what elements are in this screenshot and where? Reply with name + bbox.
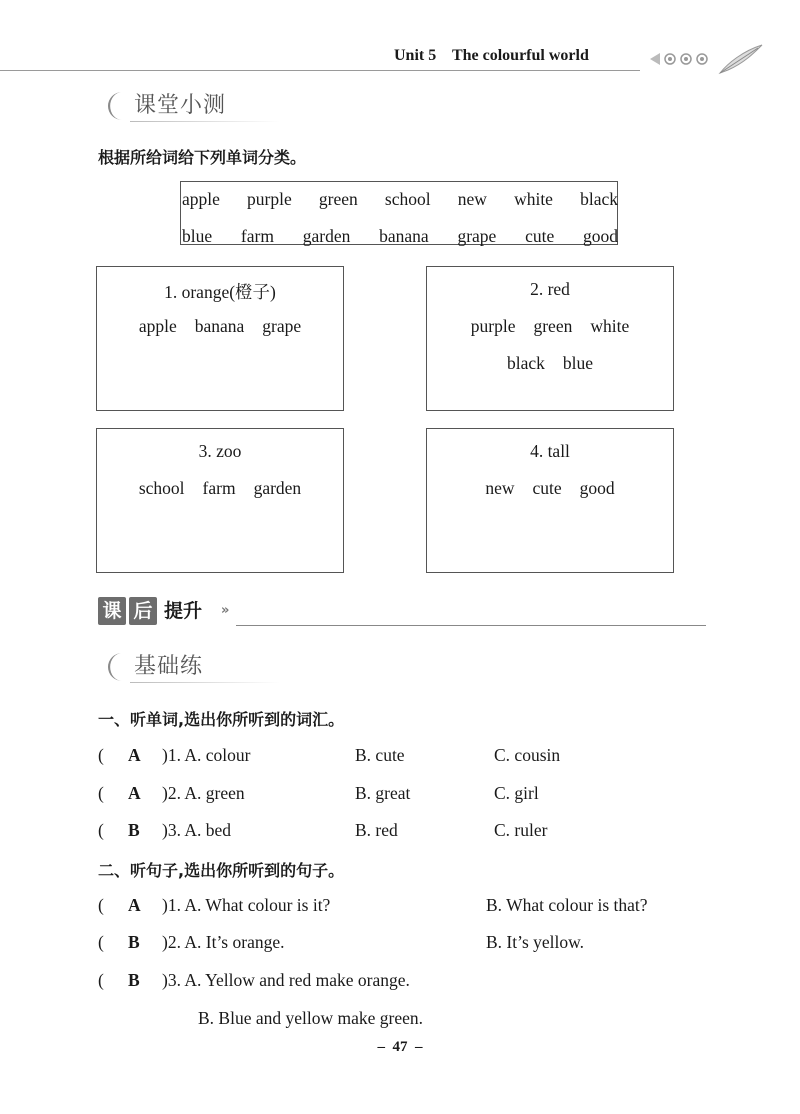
answer-word: garden xyxy=(253,478,302,498)
option-b: B. red xyxy=(355,820,398,840)
category-title: 3. zoo xyxy=(198,441,242,461)
answer-word: grape xyxy=(262,316,302,336)
option-a: )2. A. green xyxy=(162,783,245,803)
feather-decoration-icon xyxy=(648,43,764,77)
instruction-classify: 根据所给词给下列单词分类。 xyxy=(98,148,307,167)
word-bank xyxy=(180,181,618,245)
word-bank-word: cute xyxy=(525,226,555,246)
option-c: C. ruler xyxy=(494,820,548,840)
answer-word: black xyxy=(506,353,545,373)
section-heading-label: 课堂小测 xyxy=(134,93,227,118)
category-answer-line xyxy=(427,478,673,499)
crescent-icon xyxy=(100,651,132,683)
answer-blank[interactable]: A xyxy=(128,745,141,765)
header-rule xyxy=(0,70,640,71)
category-box-red xyxy=(426,266,674,411)
answer-blank[interactable]: B xyxy=(128,970,140,990)
word-bank-word: grape xyxy=(457,226,497,246)
part1-title: 一、听单词,选出你所听到的词汇。 xyxy=(98,710,345,729)
option-a: )3. A. bed xyxy=(162,820,232,840)
word-bank-word: new xyxy=(457,189,487,209)
answer-word: blue xyxy=(562,353,594,373)
heading-underline xyxy=(130,682,280,683)
answer-blank[interactable]: A xyxy=(128,895,141,915)
question-row-continued xyxy=(198,1008,598,1034)
word-bank-word: white xyxy=(514,189,553,209)
banner-tile: 后 xyxy=(129,597,157,625)
word-bank-word: purple xyxy=(247,189,292,209)
answer-word: cute xyxy=(532,478,562,498)
section-heading-basic xyxy=(100,651,300,683)
running-header xyxy=(394,47,589,65)
page-number: – 47 – xyxy=(377,1039,423,1055)
word-bank-word: garden xyxy=(302,226,351,246)
question-row xyxy=(98,783,698,809)
option-b: B. Blue and yellow make green. xyxy=(198,1008,424,1028)
answer-blank[interactable]: B xyxy=(128,820,140,840)
option-b: B. cute xyxy=(355,745,405,765)
answer-word: apple xyxy=(138,316,177,336)
question-row xyxy=(98,745,698,771)
question-row xyxy=(98,970,698,996)
option-b: B. It’s yellow. xyxy=(486,932,585,952)
after-class-banner xyxy=(98,597,708,629)
paren-open: ( xyxy=(98,895,104,915)
word-bank-row xyxy=(181,226,619,247)
crescent-icon xyxy=(100,90,132,122)
question-row xyxy=(98,895,698,921)
word-bank-row xyxy=(181,189,619,210)
paren-open: ( xyxy=(98,745,104,765)
option-a: )1. A. What colour is it? xyxy=(162,895,331,915)
word-bank-word: green xyxy=(318,189,358,209)
word-bank-word: black xyxy=(580,189,618,209)
category-answer-line xyxy=(97,316,343,337)
unit-title: The colourful world xyxy=(451,47,589,64)
unit-label: Unit 5 xyxy=(394,47,437,64)
word-bank-word: farm xyxy=(240,226,274,246)
heading-underline xyxy=(130,121,280,122)
answer-word: school xyxy=(138,478,185,498)
answer-word: purple xyxy=(470,316,516,336)
section-heading-label: 基础练 xyxy=(134,654,204,679)
option-a: )1. A. colour xyxy=(162,745,251,765)
category-answer-line xyxy=(97,478,343,499)
word-bank-word: good xyxy=(583,226,618,246)
option-b: B. What colour is that? xyxy=(486,895,648,915)
option-c: C. cousin xyxy=(494,745,561,765)
category-title: 4. tall xyxy=(530,441,570,461)
category-answer-line xyxy=(427,316,673,337)
word-bank-word: school xyxy=(384,189,431,209)
answer-blank[interactable]: B xyxy=(128,932,140,952)
category-answer-line xyxy=(427,353,673,374)
option-a: )3. A. Yellow and red make orange. xyxy=(162,970,410,990)
part2-title: 二、听句子,选出你所听到的句子。 xyxy=(98,861,345,880)
answer-blank[interactable]: A xyxy=(128,783,141,803)
answer-word: green xyxy=(533,316,573,336)
word-bank-word: apple xyxy=(182,189,220,209)
answer-word: new xyxy=(485,478,515,498)
option-b: B. great xyxy=(355,783,411,803)
category-box-orange xyxy=(96,266,344,411)
paren-open: ( xyxy=(98,783,104,803)
category-box-zoo xyxy=(96,428,344,573)
category-box-tall xyxy=(426,428,674,573)
word-bank-word: blue xyxy=(182,226,213,246)
question-row xyxy=(98,932,698,958)
answer-word: good xyxy=(579,478,615,498)
banner-word: 提升 xyxy=(164,600,203,622)
double-chevron-icon: » xyxy=(221,603,230,618)
paren-open: ( xyxy=(98,820,104,840)
section-heading-quiz xyxy=(100,90,300,122)
paren-open: ( xyxy=(98,932,104,952)
option-a: )2. A. It’s orange. xyxy=(162,932,285,952)
answer-word: banana xyxy=(194,316,245,336)
category-title: 1. orange(橙子) xyxy=(164,282,276,302)
word-bank-word: banana xyxy=(379,226,429,246)
answer-word: white xyxy=(590,316,630,336)
banner-tile: 课 xyxy=(98,597,126,625)
paren-open: ( xyxy=(98,970,104,990)
answer-word: farm xyxy=(202,478,236,498)
banner-rule xyxy=(236,625,706,626)
question-row xyxy=(98,820,698,846)
category-title: 2. red xyxy=(530,279,570,299)
option-c: C. girl xyxy=(494,783,539,803)
